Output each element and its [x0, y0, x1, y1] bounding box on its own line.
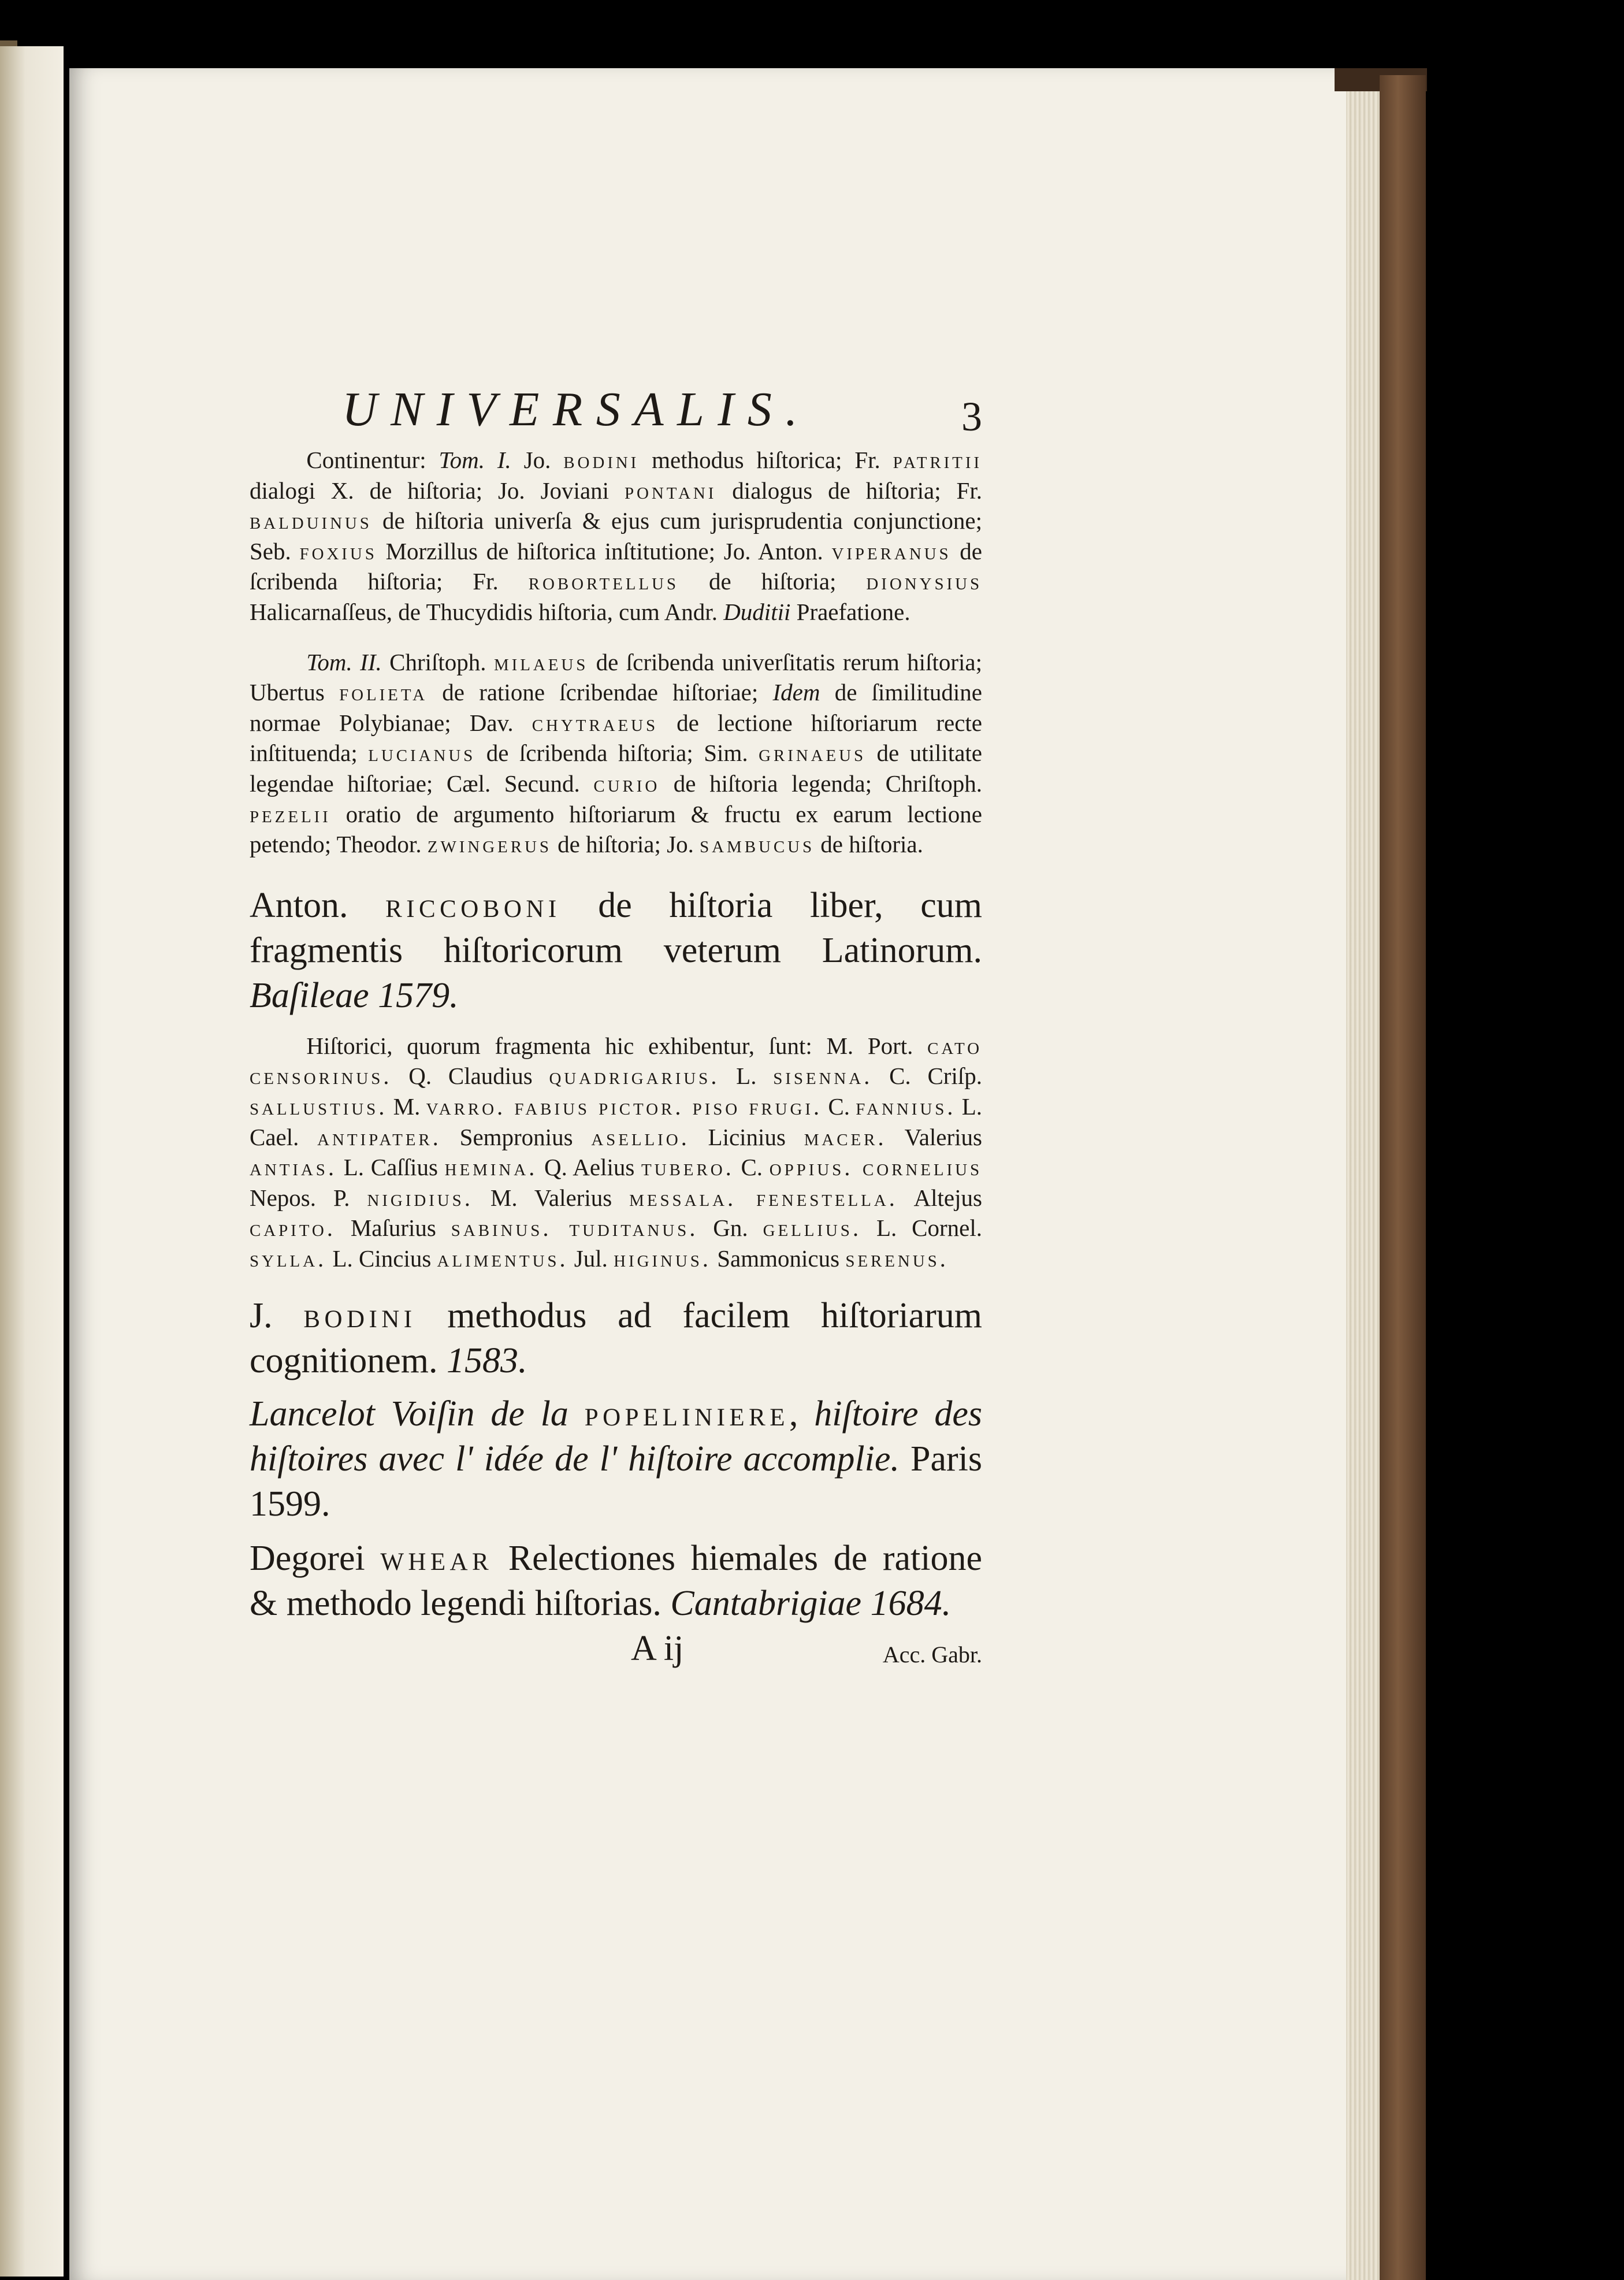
text-run: Anton. — [250, 885, 386, 925]
imprint: Baſileae 1579. — [250, 975, 459, 1015]
text-run: C. Criſp. — [872, 1063, 982, 1090]
author-name: riccoboni — [385, 885, 561, 925]
author-name: folieta — [339, 679, 428, 706]
author-name: lucianus — [368, 740, 476, 767]
text-run: de ratione ſcribendae hiſtoriae; — [428, 679, 773, 706]
text-run: Valerius — [886, 1123, 982, 1150]
text-run: M. Valerius — [473, 1184, 630, 1211]
entry-bodini — [250, 1293, 982, 1383]
author-name: gellius. — [763, 1215, 862, 1242]
text-run: Morzillus de hiſtorica inſtitutione; Jo. Anton. — [377, 537, 832, 565]
page-number: 3 — [961, 393, 982, 440]
text-run: de hiſtoria univerſa & ejus cum jurisprudentia conjunctione; Seb. — [250, 507, 982, 565]
catchword: Acc. Gabr. — [882, 1642, 982, 1668]
author-name: grinaeus — [759, 740, 867, 767]
title-italic: hiſtoire des hiſtoires avec l' idée de l' hiſtoire accomplie. — [250, 1394, 982, 1479]
text-run: de hiſtoria. — [815, 831, 923, 858]
author-name: chytraeus — [532, 709, 659, 736]
text-run: de hiſtoria; Jo. — [551, 831, 700, 858]
author-name: tubero. — [641, 1154, 734, 1181]
facing-page-edge — [0, 46, 64, 2277]
text-run: L. Cael. — [250, 1093, 982, 1150]
text-run: methodus hiſtorica; Fr. — [639, 447, 893, 473]
author-name: popeliniere — [584, 1394, 789, 1434]
author-name: macer. — [804, 1123, 887, 1150]
text-run: Nepos. P. — [250, 1184, 367, 1211]
text-run: de hiſtoria liber, cum fragmentis hiſtoricorum veterum Latinorum. — [250, 885, 982, 970]
text-run: Q. Claudius — [392, 1063, 549, 1090]
text-run: Licinius — [689, 1123, 804, 1150]
author-name: varro. fabius pictor. piso frugi. — [426, 1093, 823, 1120]
page-fore-edge — [1346, 87, 1381, 2280]
author-name: hemina. — [444, 1154, 538, 1181]
imprint: 1583. — [446, 1341, 527, 1381]
historici-list — [250, 1031, 982, 1274]
text-run: Sempronius — [441, 1123, 592, 1150]
text-run: de lectione hiſtoriarum recte inſtituenda; — [250, 709, 982, 767]
text-run: Continentur: — [306, 447, 439, 473]
author-name: zwingerus — [427, 831, 552, 858]
author-name: patritii — [893, 447, 982, 473]
text-run: L. Cincius — [326, 1245, 437, 1272]
text-run: Hiſtorici, quorum fragmenta hic exhibentur, ſunt: M. Port. — [306, 1032, 928, 1059]
text-run: Jul. — [568, 1245, 614, 1272]
running-title: UNIVERSALIS. — [342, 383, 811, 436]
contents-tom-2 — [250, 647, 982, 860]
text-run: J. — [250, 1296, 304, 1336]
author-name: pezelii — [250, 800, 331, 827]
author-name: balduinus — [250, 507, 372, 534]
text-run: , — [789, 1394, 815, 1434]
paragraph — [250, 647, 982, 860]
author-name: alimentus. — [437, 1245, 568, 1272]
text-run: dialogus de hiſtoria; Fr. — [716, 477, 982, 504]
entry-whear — [250, 1536, 982, 1626]
text-run: L. — [719, 1063, 774, 1090]
author-name: oppius. cornelius — [769, 1154, 982, 1181]
running-head — [250, 381, 982, 445]
volume-label: Tom. I. — [438, 447, 511, 473]
author-name: curio — [593, 770, 660, 797]
text-run: methodus ad facilem hiſtoriarum cognitionem. — [250, 1296, 982, 1381]
paragraph — [250, 1031, 982, 1274]
author-name: sabinus. tuditanus. — [451, 1215, 698, 1242]
text-run: de hiſtoria; — [678, 568, 867, 595]
author-name-italic: Duditii — [723, 598, 791, 625]
author-name: pontani — [624, 477, 717, 504]
signature-mark: A ij — [631, 1629, 684, 1669]
text-run: oratio de argumento hiſtoriarum & fructu ex earum lectione petendo; Theodor. — [250, 800, 982, 858]
entry-riccoboni — [250, 883, 982, 1018]
author-name: asellio. — [591, 1123, 690, 1150]
text-run: L. Cornel. — [861, 1215, 983, 1242]
text-run: M. — [387, 1093, 426, 1120]
text-run: Halicarnaſſeus, de Thucydidis hiſtoria, cum Andr. — [250, 598, 724, 625]
author-name: viperanus — [831, 537, 952, 565]
author-name: foxius — [299, 537, 377, 565]
author-name: sisenna. — [773, 1063, 873, 1090]
text-run: de utilitate legendae hiſtoriae; Cæl. Secund. — [250, 740, 982, 797]
text-run: de ſimilitudine normae Polybianae; Dav. — [250, 679, 982, 736]
author-name: higinus. — [614, 1245, 711, 1272]
text-run: Jo. — [511, 447, 564, 473]
author-name: antipater. — [317, 1123, 441, 1150]
author-name: bodini — [303, 1296, 417, 1336]
author-name: antias. — [250, 1154, 337, 1181]
text-run: Altejus — [897, 1184, 982, 1211]
page-footer — [250, 1628, 982, 1674]
contents-tom-1 — [250, 445, 982, 627]
author-name: fannius. — [856, 1093, 956, 1120]
author-name: sylla. — [250, 1245, 327, 1272]
text-run: C. — [734, 1154, 770, 1181]
author-name: serenus. — [845, 1245, 949, 1272]
leather-binding — [1380, 75, 1426, 2280]
author-name: dionysius — [866, 568, 982, 595]
author-name: robortellus — [528, 568, 679, 595]
author-name: sallustius. — [250, 1093, 388, 1120]
author-name: cato censorinus. — [250, 1032, 982, 1090]
text-run: dialogi X. de hiſtoria; Jo. Joviani — [250, 477, 625, 504]
author-name: whear — [380, 1539, 493, 1579]
page-text — [250, 381, 982, 1674]
text-run: de ſcribenda hiſtoria; Fr. — [250, 537, 982, 595]
idem-italic: Idem — [772, 679, 820, 706]
entry-popeliniere — [250, 1391, 982, 1527]
paragraph — [250, 445, 982, 627]
text-run: L. Caſſius — [337, 1154, 445, 1181]
text-run: de ſcribenda univerſitatis rerum hiſtoria; Ubertus — [250, 648, 982, 706]
author-name: milaeus — [493, 648, 589, 675]
author-name: nigidius. — [367, 1184, 473, 1211]
text-run: Relectiones hiemales de ratione & methodo legendi hiſtorias. — [250, 1539, 982, 1624]
volume-label: Tom. II. — [306, 648, 382, 675]
text-run: Maſurius — [335, 1215, 451, 1242]
text-run: Chriſtoph. — [381, 648, 494, 675]
imprint: Cantabrigiae 1684. — [670, 1584, 952, 1624]
text-run: Gn. — [698, 1215, 763, 1242]
text-run: de ſcribenda hiſtoria; Sim. — [475, 740, 759, 767]
text-run: Sammonicus — [711, 1245, 846, 1272]
text-run: C. — [822, 1093, 856, 1120]
text-run: Praefatione. — [790, 598, 911, 625]
author-name: quadrigarius. — [549, 1063, 720, 1090]
imprint: Paris 1599. — [250, 1439, 983, 1524]
author-name: sambucus — [700, 831, 815, 858]
text-run: Q. Aelius — [537, 1154, 642, 1181]
text-run: de hiſtoria legenda; Chriſtoph. — [660, 770, 982, 797]
author-name: capito. — [250, 1215, 336, 1242]
author-name: messala. fenestella. — [629, 1184, 898, 1211]
author-name-italic: Lancelot Voiſin de la — [250, 1394, 585, 1434]
author-name: bodini — [563, 447, 640, 473]
text-run: Degorei — [250, 1539, 381, 1579]
